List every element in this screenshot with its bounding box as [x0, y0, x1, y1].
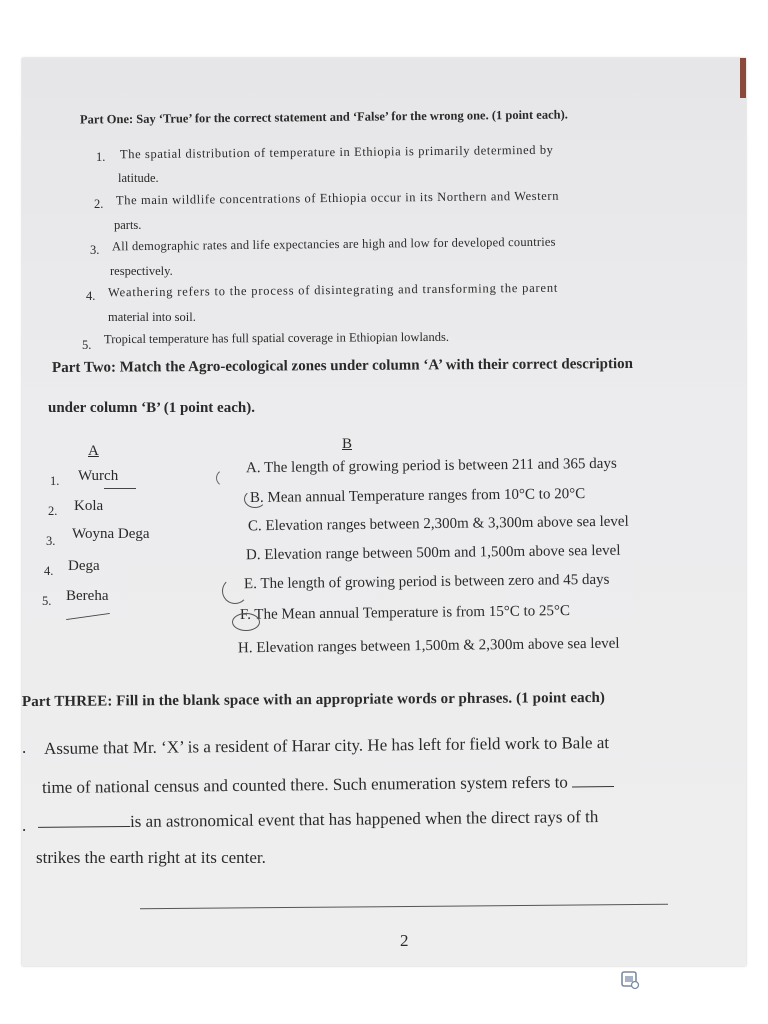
column-a-header: A [88, 443, 99, 459]
p1-item-3-num: 3. [90, 243, 100, 257]
p3-q2-line2: strikes the earth right at its center. [36, 848, 266, 867]
p1-item-4-line1: Weathering refers to the process of disintegrating and transforming the parent [107, 280, 559, 300]
bullet: . [22, 738, 27, 757]
scan-icon[interactable] [620, 970, 640, 990]
handwritten-mark [244, 490, 266, 508]
col-b-d: D. Elevation range between 500m and 1,500m above sea level [245, 542, 621, 564]
col-b-a: A. The length of growing period is between 211 and 365 days [245, 455, 617, 477]
p1-item-2-num: 2. [94, 197, 104, 211]
exam-page [22, 58, 746, 966]
page-number: 2 [400, 931, 409, 950]
col-a-1-num: 1. [50, 474, 60, 488]
p1-item-2-line2: parts. [114, 218, 142, 232]
part-three-heading: Part THREE: Fill in the blank space with an appropriate words or phrases. (1 point each) [22, 689, 606, 711]
p1-item-2-line1: The main wildlife concentrations of Ethiopia occur in its Northern and Western [115, 188, 560, 208]
col-b-f: F. The Mean annual Temperature is from 15°C to 25°C [239, 602, 571, 624]
answer-blank-1[interactable] [572, 786, 614, 787]
p1-item-1-num: 1. [96, 150, 106, 164]
column-b-header: B [342, 436, 353, 452]
col-a-5-num: 5. [42, 594, 52, 608]
col-a-2-text: Kola [74, 498, 104, 514]
col-a-5-text: Bereha [66, 588, 109, 604]
handwritten-underline [104, 488, 136, 489]
col-b-c: C. Elevation ranges between 2,300m & 3,300m above sea level [247, 513, 629, 535]
col-a-2-num: 2. [48, 504, 58, 518]
p1-item-5-num: 5. [82, 338, 92, 352]
col-a-3-text: Woyna Dega [72, 526, 150, 542]
answer-blank-2[interactable] [38, 826, 130, 828]
p1-item-4-num: 4. [86, 289, 96, 303]
footer-rule [140, 904, 668, 910]
col-a-4-num: 4. [44, 564, 54, 578]
p3-q2-line1 [38, 807, 598, 833]
bullet: . [22, 816, 27, 835]
p3-q1-line1: Assume that Mr. ‘X’ is a resident of Harar city. He has left for field work to Bale at [43, 733, 610, 758]
col-a-4-text: Dega [68, 558, 100, 574]
p1-item-4-line2: material into soil. [108, 310, 196, 324]
col-a-1-text: Wurch [78, 468, 119, 484]
p3-q1-line2-text: time of national census and counted there. Such enumeration system refers to [41, 772, 568, 797]
col-b-b: B. Mean annual Temperature ranges from 10°C to 20°C [249, 485, 586, 507]
p1-item-1-line1: The spatial distribution of temperature in Ethiopia is primarily determined by [119, 142, 554, 162]
col-b-h: H. Elevation ranges between 1,500m & 2,300m above sea level [237, 635, 620, 657]
p3-q1-line2 [42, 772, 614, 798]
part-two-heading-line2: under column ‘B’ (1 point each). [48, 400, 255, 416]
page-edge [740, 58, 746, 98]
p1-item-3-line2: respectively. [110, 264, 173, 278]
handwritten-mark [216, 468, 242, 488]
p1-item-5-line1: Tropical temperature has full spatial coverage in Ethiopian lowlands. [103, 329, 449, 347]
p1-item-1-line2: latitude. [118, 171, 159, 185]
handwritten-underline [66, 613, 110, 620]
handwritten-mark [222, 578, 248, 604]
col-a-3-num: 3. [46, 534, 56, 548]
p3-q2-line1-text: is an astronomical event that has happened when the direct rays of th [129, 807, 599, 831]
handwritten-mark [232, 613, 260, 631]
col-b-e: E. The length of growing period is between zero and 45 days [243, 571, 610, 593]
part-one-heading: Part One: Say ‘True’ for the correct statement and ‘False’ for the wrong one. (1 point each). [79, 107, 568, 127]
p1-item-3-line1: All demographic rates and life expectancies are high and low for developed countries [111, 234, 556, 254]
part-two-heading-line1: Part Two: Match the Agro-ecological zones under column ‘A’ with their correct description [51, 355, 634, 377]
